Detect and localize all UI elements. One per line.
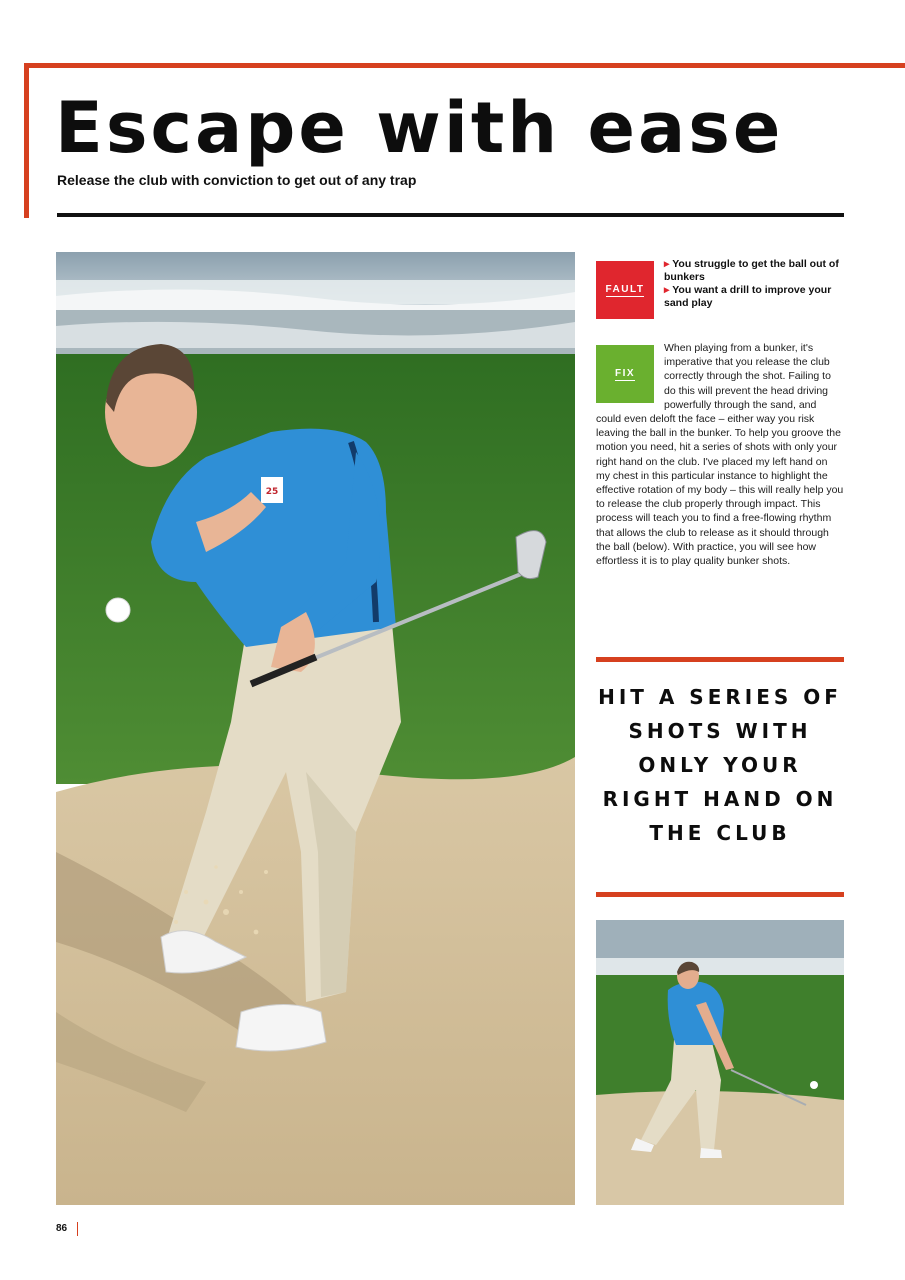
fault-badge-label: FAULT [605,283,645,295]
main-photo-golfer-bunker-shot [56,252,575,1205]
pull-quote: HIT A SERIES OF SHOTS WITH ONLY YOUR RIGHT HAND ON THE CLUB [598,685,842,845]
header-top-rule [24,63,905,68]
fault-point: ▸ You want a drill to improve your sand play [664,284,848,310]
article-standfirst: Release the club with conviction to get out of any trap [57,172,417,188]
fix-body-text: When playing from a bunker, it's imperative that you release the club correctly through the shot. Failing to do this will prevent the head driving powerfully through the sand, and could even deloft the face – either way you risk leaving the ball in the bunker. To help you groove the motion you need, hit a series of shots with only your right hand on the club. I've placed my left hand on my chest in this particular instance to highlight the effective rotation of my body – this will really help you to release the club properly through impact. This process will teach you to find a free-flowing rhythm that allows the club to release as it should through the ball (below). With practice, you will see how effortless it is to play quality bunker shots. [596,342,844,568]
header-left-rule [24,63,29,218]
fault-badge [596,261,654,319]
svg-text:25: 25 [265,487,279,497]
pull-quote-bottom-rule [596,892,844,897]
fault-list [664,258,848,310]
fix-badge-label: FIX [614,367,636,379]
page-number: 86 [56,1223,68,1234]
small-photo-golfer-swing [596,920,844,1205]
header-underline [57,213,844,217]
fix-body [596,341,844,568]
pull-quote-top-rule [596,657,844,662]
article-headline: Escape with ease [55,87,784,169]
fault-point: ▸ You struggle to get the ball out of bunkers [664,258,848,284]
page-number-divider [77,1222,78,1236]
